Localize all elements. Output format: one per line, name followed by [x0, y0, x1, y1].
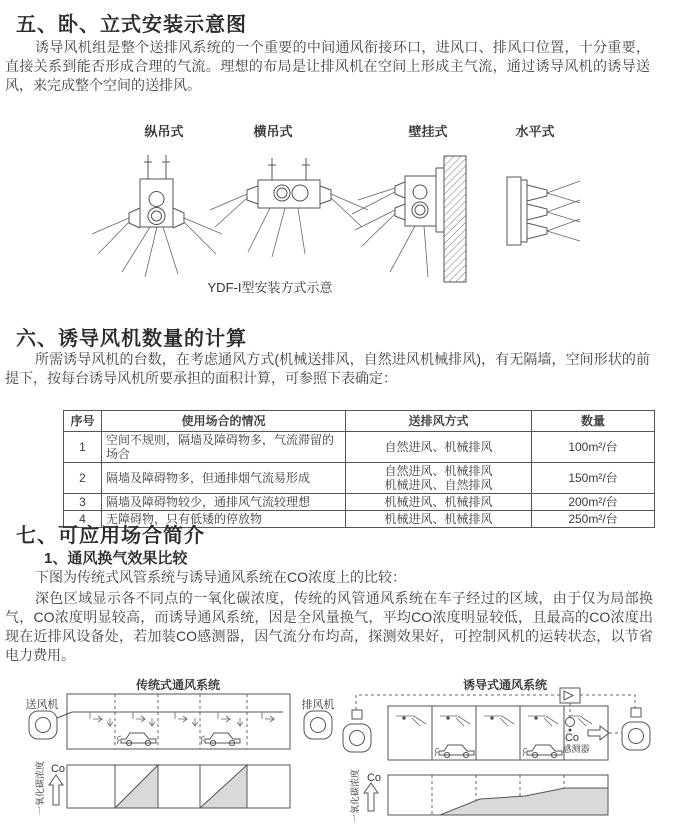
cell-mode: 自然进风、机械排风 机械进风、自然排风: [346, 463, 532, 494]
table-row: [64, 463, 655, 494]
traditional-system-title: 传统式通风系统: [135, 678, 221, 692]
damper-box: [352, 710, 362, 719]
cell-no: 1: [64, 432, 102, 463]
up-arrow-icon: [49, 775, 63, 805]
control-circuit: [352, 688, 641, 719]
co-axis: [34, 761, 65, 815]
installation-caption: YDF-I型安装方式示意: [207, 280, 333, 295]
car-icon: [117, 733, 156, 746]
car-icon: [523, 745, 562, 758]
section5-title: 五、卧、立式安装示意图: [16, 14, 247, 36]
co-peak-area: [200, 765, 247, 808]
cell-situation: 隔墙及障碍物较少，通排风气流较理想: [102, 494, 346, 511]
controller-box: [560, 688, 580, 703]
induction-co-graph: [388, 775, 608, 815]
induction-system-diagram: [340, 678, 700, 826]
supply-fan-icon: [343, 724, 371, 752]
exhaust-fan-icon: [304, 711, 332, 739]
unit-horizontal: [507, 177, 580, 245]
section6-title: 六、诱导风机数量的计算: [16, 328, 247, 350]
table-header-row: [64, 411, 655, 432]
exhaust-fan-icon: [622, 722, 650, 750]
up-arrow-icon: [364, 783, 378, 811]
header-no: 序号: [64, 411, 102, 432]
traditional-co-graph: [67, 765, 290, 808]
traditional-garage-box: [57, 694, 290, 749]
cell-no: 2: [64, 463, 102, 494]
supply-fan-icon: [29, 711, 57, 739]
cell-qty: 200m²/台: [532, 494, 655, 511]
sensor-co-label: Co: [564, 732, 580, 744]
unit-vertical-hanging: [92, 155, 222, 277]
installation-diagram: [0, 122, 700, 305]
label-horizontal-hanging: 横吊式: [253, 124, 293, 139]
unit-horizontal-hanging: [210, 158, 368, 257]
section6-paragraph: 所需诱导风机的台数，在考虑通风方式(机械送排风，自然进风机械排风)，有无隔墙，空间形状的前提下，按每台诱导风机所要承担的面积计算，可参照下表确定：: [5, 351, 650, 386]
label-wall-mounted: 壁挂式: [408, 124, 448, 139]
sensor-icon: [566, 718, 575, 727]
cell-situation: 隔墙及障碍物多，但通排烟气流易形成: [102, 463, 346, 494]
exhaust-arrow-icon: [588, 726, 609, 740]
supply-fan-label: 送风机: [25, 699, 59, 711]
label-vertical-hanging: 纵吊式: [144, 124, 184, 139]
cell-mode: 机械进风、机械排风: [346, 511, 532, 528]
header-situation: 使用场合的情况: [102, 411, 346, 432]
cell-no: 4: [64, 511, 102, 528]
table-row: [64, 494, 655, 511]
exhaust-fan-label: 排风机: [301, 699, 335, 711]
section7-subtitle: 1、通风换气效果比较: [44, 550, 188, 567]
unit-wall-mounted: [352, 156, 466, 282]
cell-mode: 机械进风、机械排风: [346, 494, 532, 511]
traditional-system-diagram: [0, 678, 345, 826]
header-qty: 数量: [532, 411, 655, 432]
co-sensor: [562, 718, 622, 755]
co-profile-area: [388, 788, 608, 815]
cell-qty: 250m²/台: [532, 511, 655, 528]
induction-system-title: 诱导式通风系统: [462, 678, 548, 692]
header-mode: 送排风方式: [346, 411, 532, 432]
co-axis-label: 一氧化碳浓度: [350, 768, 360, 824]
co-axis-unit: Co: [366, 772, 382, 784]
section7-paragraph1: 下图为传统式风管系统与诱导通风系统在CO浓度上的比较：: [35, 569, 406, 585]
section7-paragraph2: 深色区域显示各不同点的一氧化碳浓度，传统的风管通风系统在车子经过的区域，由于仅为局部换气，CO浓度明显较高，而诱导通风系统，因是全风量换气，平均CO浓度明显较低，且最高的CO浓度出现在近排风设备处，若加装CO感测器，因气流分布均高，探测效果好，可控制风机的运转状态，以节省电力费用。: [5, 590, 653, 663]
co-axis-label: 一氧化碳浓度: [35, 760, 45, 816]
cell-mode: 自然进风、机械排风: [346, 432, 532, 463]
car-icon: [435, 745, 474, 758]
section7-title: 七、可应用场合简介: [16, 525, 205, 547]
cell-qty: 150m²/台: [532, 463, 655, 494]
fan-quantity-table: [63, 410, 655, 528]
sensor-name-label: 感测器: [562, 744, 590, 754]
damper-box: [631, 708, 641, 717]
co-axis-unit: Co: [50, 763, 66, 775]
induction-nozzles: [396, 716, 592, 726]
car-icon: [201, 733, 240, 746]
cell-qty: 100m²/台: [532, 432, 655, 463]
co-peak-area: [115, 765, 158, 808]
label-horizontal-type: 水平式: [515, 124, 555, 139]
table-row: [64, 432, 655, 463]
co-axis: [349, 769, 381, 823]
cell-situation: 无障碍物，只有低矮的停放物: [102, 511, 346, 528]
section5-paragraph: 诱导风机组是整个送排风系统的一个重要的中间通风衔接环口，进风口、排风口位置，十分重要，直接关系到能否形成合理的气流。理想的布局是让排风机在空间上形成主气流，通过诱导风机的诱导送风，来完成整个空间的送排风。: [5, 39, 650, 93]
cell-no: 3: [64, 494, 102, 511]
cell-situation: 空间不规则，隔墙及障碍物多，气流滞留的场合: [102, 432, 346, 463]
